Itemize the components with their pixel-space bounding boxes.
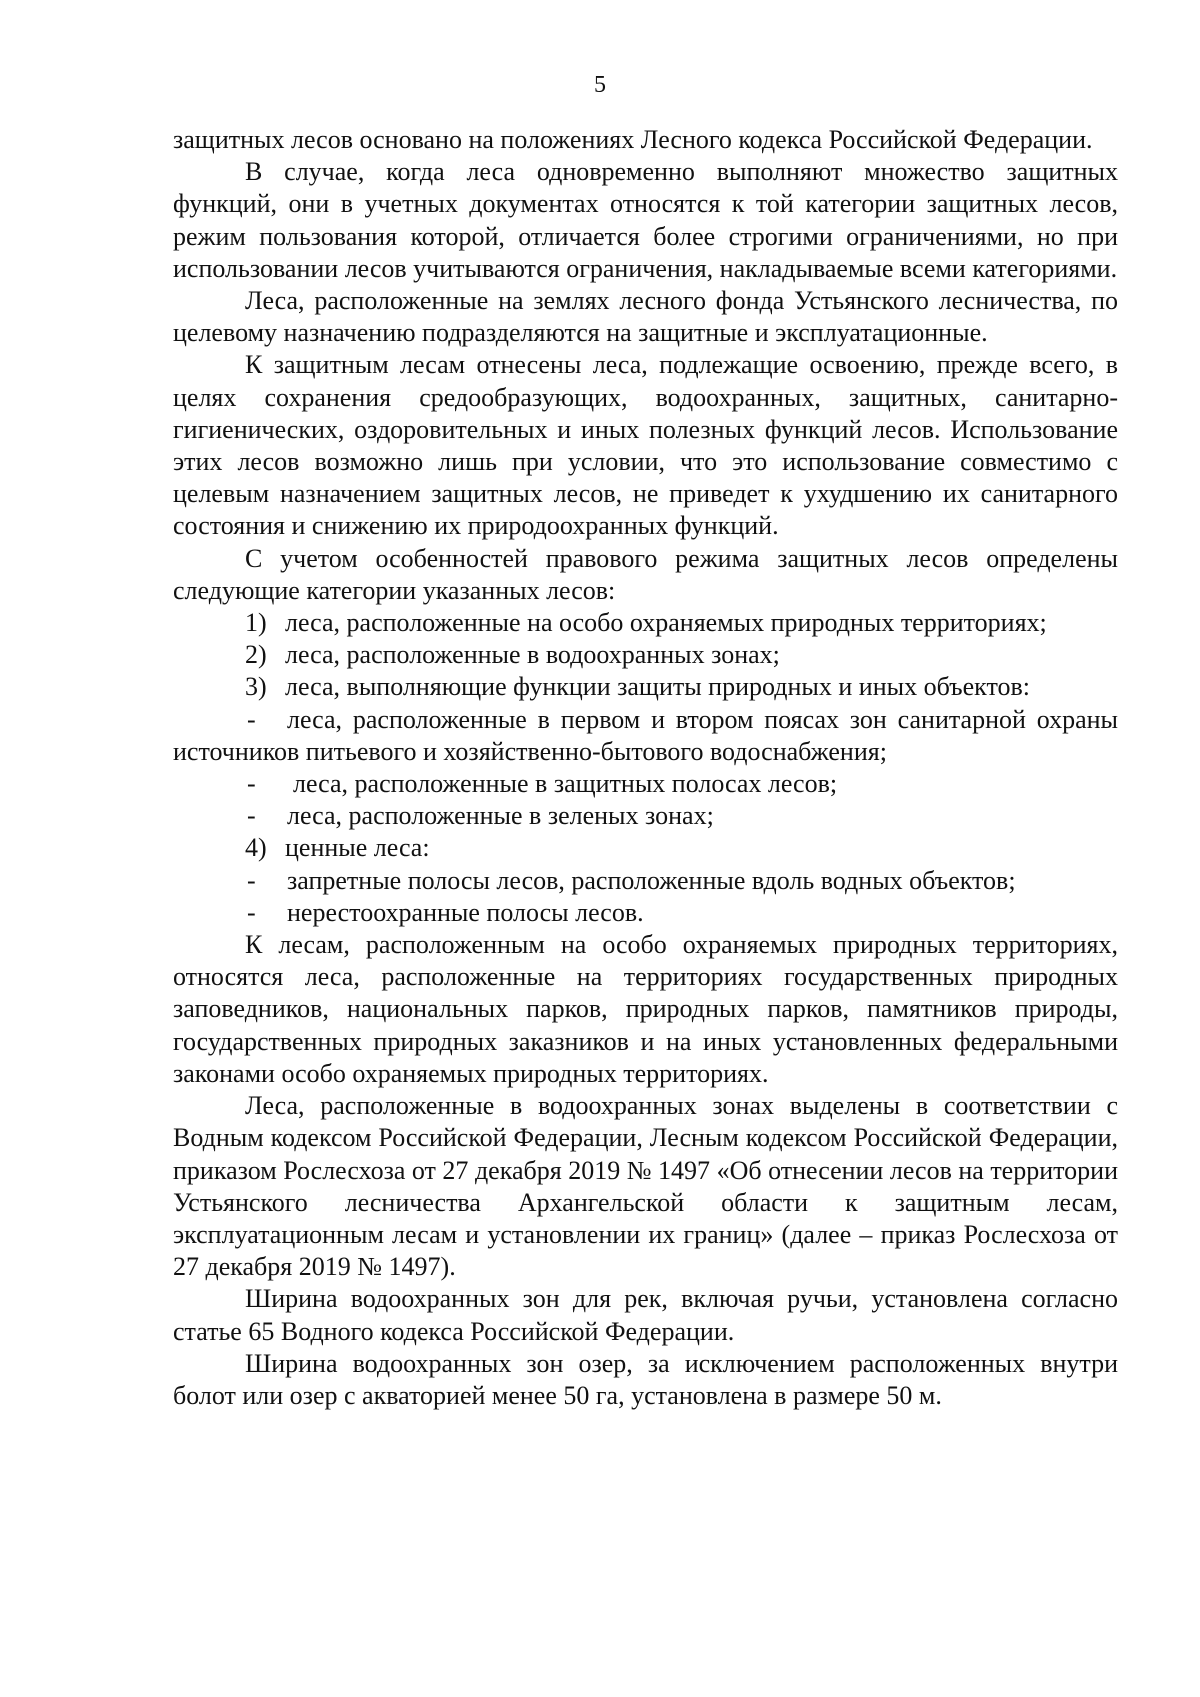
- list-item: [173, 800, 1118, 832]
- list-item: [173, 768, 1118, 800]
- list-item-text: нерестоохранные полосы лесов.: [287, 897, 644, 927]
- list-item-text: леса, выполняющие функции защиты природных и иных объектов:: [285, 672, 1030, 702]
- paragraph-continuation: защитных лесов основано на положениях Лесного кодекса Российской Федерации.: [173, 125, 1093, 154]
- list-marker: -: [247, 801, 256, 831]
- paragraph-categories-intro: С учетом особенностей правового режима защитных лесов определены следующие категории указанных лесов:: [173, 543, 1118, 605]
- list-item-text: леса, расположенные в первом и втором поясах зон санитарной охраны источников питьевого и хозяйственно-бытового водоснабжения;: [173, 704, 1118, 766]
- list-item: [173, 607, 1118, 639]
- list-item: [173, 671, 1118, 703]
- list-item: [173, 639, 1118, 671]
- page-number: 5: [594, 72, 606, 98]
- paragraph-water-protection-zones: Леса, расположенные в водоохранных зонах выделены в соответствии с Водным кодексом Российской Федерации, Лесным кодексом Российской Федерации, приказом Рослесхоза от 27 декабря 2019 № 1497 «Об отнесении лесов на территории Устьянского лесничества Архангельской области к защитным лесам, эксплуатационным лесам и установлении их границ» (далее – приказ Рослесхоза от 27 декабря 2019 № 1497).: [173, 1091, 1118, 1282]
- list-item-text: леса, расположенные в водоохранных зонах;: [285, 640, 780, 670]
- list-item: [173, 897, 1118, 929]
- list-marker: 1): [245, 608, 267, 638]
- list-marker: -: [247, 769, 256, 799]
- list-marker: 2): [245, 640, 267, 670]
- document-body: [173, 124, 1118, 1412]
- list-marker: -: [247, 865, 256, 895]
- paragraph-lake-zone-width: Ширина водоохранных зон озер, за исключением расположенных внутри болот или озер с акваторией менее 50 га, установлена в размере 50 м.: [173, 1348, 1118, 1410]
- list-marker: -: [247, 704, 256, 734]
- list-item: [173, 704, 1118, 768]
- list-marker: -: [247, 897, 256, 927]
- paragraph-protected-territories: К лесам, расположенным на особо охраняемых природных территориях, относятся леса, расположенные на территориях государственных природных заповедников, национальных парков, природных парков, памятников природы, государственных природных заказников и на иных установленных федеральными законами особо охраняемых природных территориях.: [173, 930, 1118, 1088]
- list-marker: 3): [245, 672, 267, 702]
- paragraph-protective-forests: К защитным лесам отнесены леса, подлежащие освоению, прежде всего, в целях сохранения средообразующих, водоохранных, защитных, санитарно-гигиенических, оздоровительных и иных полезных функций лесов. Использование этих лесов возможно лишь при условии, что это использование совместимо с целевым назначением защитных лесов, не приведет к ухудшению их санитарного состояния и снижению их природоохранных функций.: [173, 350, 1118, 541]
- list-item: [173, 865, 1118, 897]
- list-item-text: ценные леса:: [285, 833, 430, 863]
- list-item-text: леса, расположенные на особо охраняемых природных территориях;: [285, 608, 1047, 638]
- paragraph-river-zone-width: Ширина водоохранных зон для рек, включая ручьи, установлена согласно статье 65 Водного кодекса Российской Федерации.: [173, 1284, 1118, 1346]
- list-item-text: запретные полосы лесов, расположенные вдоль водных объектов;: [287, 865, 1016, 895]
- list-item-text: леса, расположенные в защитных полосах лесов;: [293, 769, 838, 799]
- paragraph-forest-purpose: Леса, расположенные на землях лесного фонда Устьянского лесничества, по целевому назначению подразделяются на защитные и эксплуатационные.: [173, 286, 1118, 348]
- list-marker: 4): [245, 833, 267, 863]
- list-item: [173, 832, 1118, 864]
- paragraph-multiple-functions: В случае, когда леса одновременно выполняют множество защитных функций, они в учетных документах относятся к той категории защитных лесов, режим пользования которой, отличается более строгими ограничениями, но при использовании лесов учитываются ограничения, накладываемые всеми категориями.: [173, 157, 1118, 283]
- list-item-text: леса, расположенные в зеленых зонах;: [287, 801, 714, 831]
